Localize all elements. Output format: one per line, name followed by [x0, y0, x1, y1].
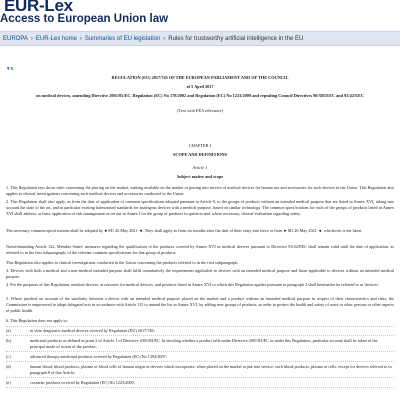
- list-item-label: (e): [6, 380, 11, 385]
- divider: [6, 335, 394, 336]
- list-item-text: in vitro diagnostic medical devices covered by Regulation (EU) 2017/746;: [30, 328, 155, 333]
- list-item-label: (b): [6, 338, 11, 343]
- breadcrumb-separator: ›: [79, 35, 82, 42]
- eea-relevance: (Text with EEA relevance): [177, 108, 223, 113]
- paragraph-2-sub1: The necessary common specifications shall be adopted by ►M1 26 May 2021 ◄. They shall apply as from six months after the date of their entry into force or from ►M1 26 May 2021 ◄, whichever is the latest.: [6, 228, 363, 233]
- breadcrumb-separator: ›: [30, 35, 33, 42]
- divider: [6, 351, 394, 352]
- article-title: Subject matter and scope: [176, 174, 224, 179]
- paragraph-2-sub3: This Regulation also applies to clinical investigations conducted in the Union concerning the products referred to in the first subparagraph.: [6, 260, 239, 265]
- divider: [6, 326, 394, 327]
- list-item-text: medicinal products as defined in point 2 of Article 1 of Directive 2001/83/EC. In deciding whether a product falls under Directive 2001/83/EC or under this Regulation, particular account shall be taken of the principal mode of action of the product;: [30, 338, 378, 349]
- list-item-label: (a): [6, 328, 11, 333]
- breadcrumb-summaries[interactable]: Summaries of EU legislation: [84, 35, 161, 42]
- paragraph-4: 4. For the purposes of this Regulation, medical devices, accessories for medical devices, and products listed in Annex XVI to which this Regulation applies pursuant to paragraph 2 shall hereinafter be referred to as 'devices'.: [6, 282, 380, 287]
- regulation-date: of 5 April 2017: [186, 84, 214, 89]
- breadcrumb: [0, 31, 400, 46]
- paragraph-3: 3. Devices with both a medical and a non-medical intended purpose shall fulfil cumulatively the requirements applicable to devices with an intended medical purpose and those applicable to devices without an intended medical purpose.: [6, 268, 394, 279]
- regulation-subtitle: on medical devices, amending Directive 2001/83/EC, Regulation (EC) No 178/2002 and Regulation (EC) No 1223/2009 and repealing Council Directives 90/385/EEC and 93/42/EEC: [36, 93, 364, 98]
- paragraph-5: 5. Where justified on account of the similarity between a device with an intended medical purpose placed on the market and a product without an intended medical purpose in respect of their characteristics and risks, the Commission is empowered to adopt delegated acts in accordance with Article 115 to amend the list in Annex XVI, by adding new groups of products, in order to protect the health and safety of users or other persons or other aspects of public health.: [6, 296, 394, 313]
- document-body: [0, 47, 400, 400]
- divider: [6, 377, 394, 378]
- list-item-text: cosmetic products covered by Regulation (EC) No 1223/2009;: [30, 380, 135, 385]
- eur-lex-logo[interactable]: EUR-Lex: [4, 0, 73, 15]
- paragraph-1: 1. This Regulation lays down rules concerning the placing on the market, making available on the market or putting into service of medical devices for human use and accessories for such devices in the Union. This Regulation also applies to clinical investigations concerning such medical devices and accessories conducted in the Union.: [6, 185, 394, 196]
- regulation-title: REGULATION (EU) 2017/745 OF THE EUROPEAN PARLIAMENT AND OF THE COUNCIL: [111, 75, 289, 80]
- divider: [6, 387, 394, 388]
- paragraph-6: 6. This Regulation does not apply to:: [6, 318, 68, 323]
- chapter-title: SCOPE AND DEFINITIONS: [173, 152, 227, 157]
- version-marker[interactable]: ▼B: [6, 66, 14, 71]
- paragraph-2: 2. This Regulation shall also apply, as from the date of application of common specifications adopted pursuant to Article 9, to the groups of products without an intended medical purpose that are listed in Annex XVI, taking into account the state of the art, and in particular existing harmonised standards for analogous devices with a medical purpose, based on similar technology. The common specifications for each of the groups of products listed in Annex XVI shall address, at least, application of risk management as set out in Annex I for the group of products in question and, where necessary, clinical evaluation regarding safety.: [6, 199, 394, 216]
- breadcrumb-eurlex-home[interactable]: EUR-Lex home: [35, 35, 77, 42]
- article-number: Article 1: [192, 165, 208, 170]
- site-header: [0, 0, 400, 30]
- list-item-text: advanced therapy medicinal products covered by Regulation (EC) No 1394/2007;: [30, 354, 167, 359]
- site-tagline: Access to European Union law: [0, 13, 169, 25]
- chapter-number: CHAPTER I: [188, 143, 212, 148]
- list-item-label: (c): [6, 354, 11, 359]
- list-item-label: (d): [6, 364, 11, 369]
- paragraph-2-sub2: Notwithstanding Article 122, Member States' measures regarding the qualification of the products covered by Annex XVI as medical devices pursuant to Directive 93/42/EEC shall remain valid until the date of application, as referred to in the first subparagraph, of the relevant common specifications for that group of products.: [6, 244, 394, 255]
- breadcrumb-europa[interactable]: EUROPA: [3, 35, 28, 42]
- divider: [6, 361, 394, 362]
- breadcrumb-separator: ›: [163, 35, 166, 42]
- list-item-text: human blood, blood products, plasma or blood cells of human origin or devices which incorporate, when placed on the market or put into service, such blood products, plasma or cells, except for devices referred to in paragraph 8 of this Article;: [30, 364, 392, 375]
- breadcrumb-current: Rules for trustworthy artificial intelligence in the EU: [168, 35, 304, 42]
